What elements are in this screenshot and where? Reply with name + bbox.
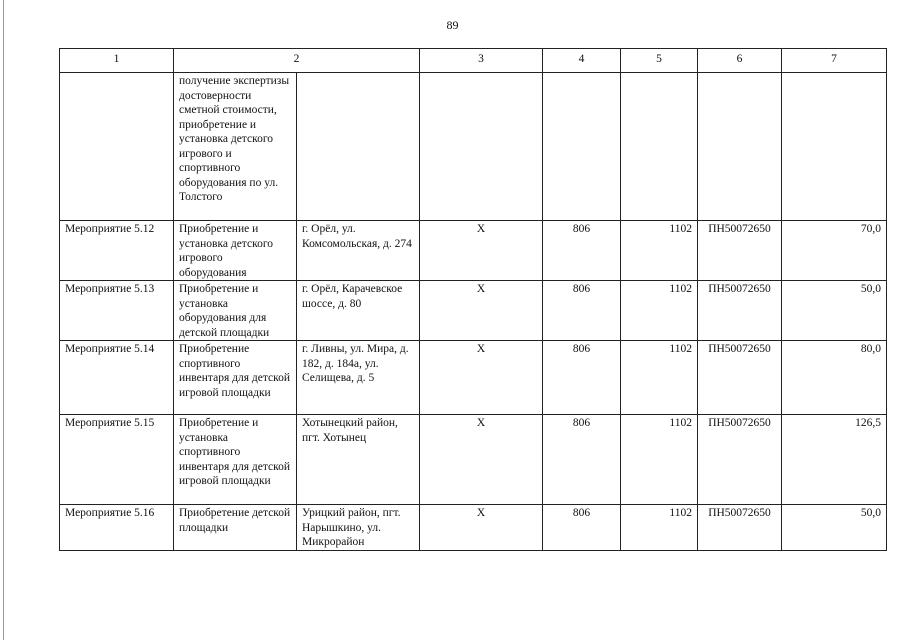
table-header — [60, 49, 887, 73]
col7-value: 80,0 — [782, 341, 887, 415]
event-description: Приобретение и установка спортивного инвентаря для детской игровой площадки — [174, 415, 297, 505]
table-body — [60, 73, 887, 551]
col4-value: 806 — [543, 281, 621, 341]
col3-value: Х — [420, 341, 543, 415]
header-col-3: 3 — [420, 49, 543, 73]
col3-value — [420, 73, 543, 221]
col6-value: ПН50072650 — [698, 221, 782, 281]
col5-value: 1102 — [621, 281, 698, 341]
col7-value: 70,0 — [782, 221, 887, 281]
header-row — [60, 49, 887, 73]
col6-value — [698, 73, 782, 221]
col4-value: 806 — [543, 221, 621, 281]
table-row — [60, 341, 887, 415]
col4-value: 806 — [543, 341, 621, 415]
event-name: Мероприятие 5.16 — [60, 505, 174, 551]
event-name — [60, 73, 174, 221]
header-col-6: 6 — [698, 49, 782, 73]
event-name: Мероприятие 5.12 — [60, 221, 174, 281]
event-address: Хотынецкий район, пгт. Хотынец — [297, 415, 420, 505]
col7-value: 50,0 — [782, 281, 887, 341]
col6-value: ПН50072650 — [698, 415, 782, 505]
header-col-5: 5 — [621, 49, 698, 73]
header-col-4: 4 — [543, 49, 621, 73]
col7-value — [782, 73, 887, 221]
event-description: Приобретение детской площадки — [174, 505, 297, 551]
event-address: Урицкий район, пгт. Нарышкино, ул. Микрорайон — [297, 505, 420, 551]
budget-table — [59, 48, 887, 551]
col5-value: 1102 — [621, 341, 698, 415]
col3-value: Х — [420, 281, 543, 341]
col5-value: 1102 — [621, 221, 698, 281]
page-number: 89 — [446, 18, 459, 32]
table-row — [60, 505, 887, 551]
col5-value: 1102 — [621, 415, 698, 505]
col5-value — [621, 73, 698, 221]
event-description: получение экспертизы достоверности сметной стоимости, приобретение и установка детского игрового и спортивного оборудования по ул. Толстого — [174, 73, 297, 221]
col5-value: 1102 — [621, 505, 698, 551]
table-row — [60, 281, 887, 341]
table-row — [60, 73, 887, 221]
header-col-2: 2 — [174, 49, 420, 73]
col7-value: 50,0 — [782, 505, 887, 551]
col6-value: ПН50072650 — [698, 505, 782, 551]
col4-value: 806 — [543, 505, 621, 551]
event-address: г. Ливны, ул. Мира, д. 182, д. 184а, ул. Селищева, д. 5 — [297, 341, 420, 415]
table-row — [60, 221, 887, 281]
col6-value: ПН50072650 — [698, 281, 782, 341]
event-name: Мероприятие 5.14 — [60, 341, 174, 415]
col6-value: ПН50072650 — [698, 341, 782, 415]
event-description: Приобретение и установка оборудования для детской площадки — [174, 281, 297, 341]
event-name: Мероприятие 5.13 — [60, 281, 174, 341]
col4-value — [543, 73, 621, 221]
event-address — [297, 73, 420, 221]
col3-value: Х — [420, 221, 543, 281]
scan-left-edge-line — [3, 0, 4, 640]
col3-value: Х — [420, 415, 543, 505]
header-col-7: 7 — [782, 49, 887, 73]
event-name: Мероприятие 5.15 — [60, 415, 174, 505]
event-description: Приобретение и установка детского игрового оборудования — [174, 221, 297, 281]
col7-value: 126,5 — [782, 415, 887, 505]
event-description: Приобретение спортивного инвентаря для детской игровой площадки — [174, 341, 297, 415]
event-address: г. Орёл, Карачевское шоссе, д. 80 — [297, 281, 420, 341]
col4-value: 806 — [543, 415, 621, 505]
event-address: г. Орёл, ул. Комсомольская, д. 274 — [297, 221, 420, 281]
table-row — [60, 415, 887, 505]
col3-value: Х — [420, 505, 543, 551]
header-col-1: 1 — [60, 49, 174, 73]
